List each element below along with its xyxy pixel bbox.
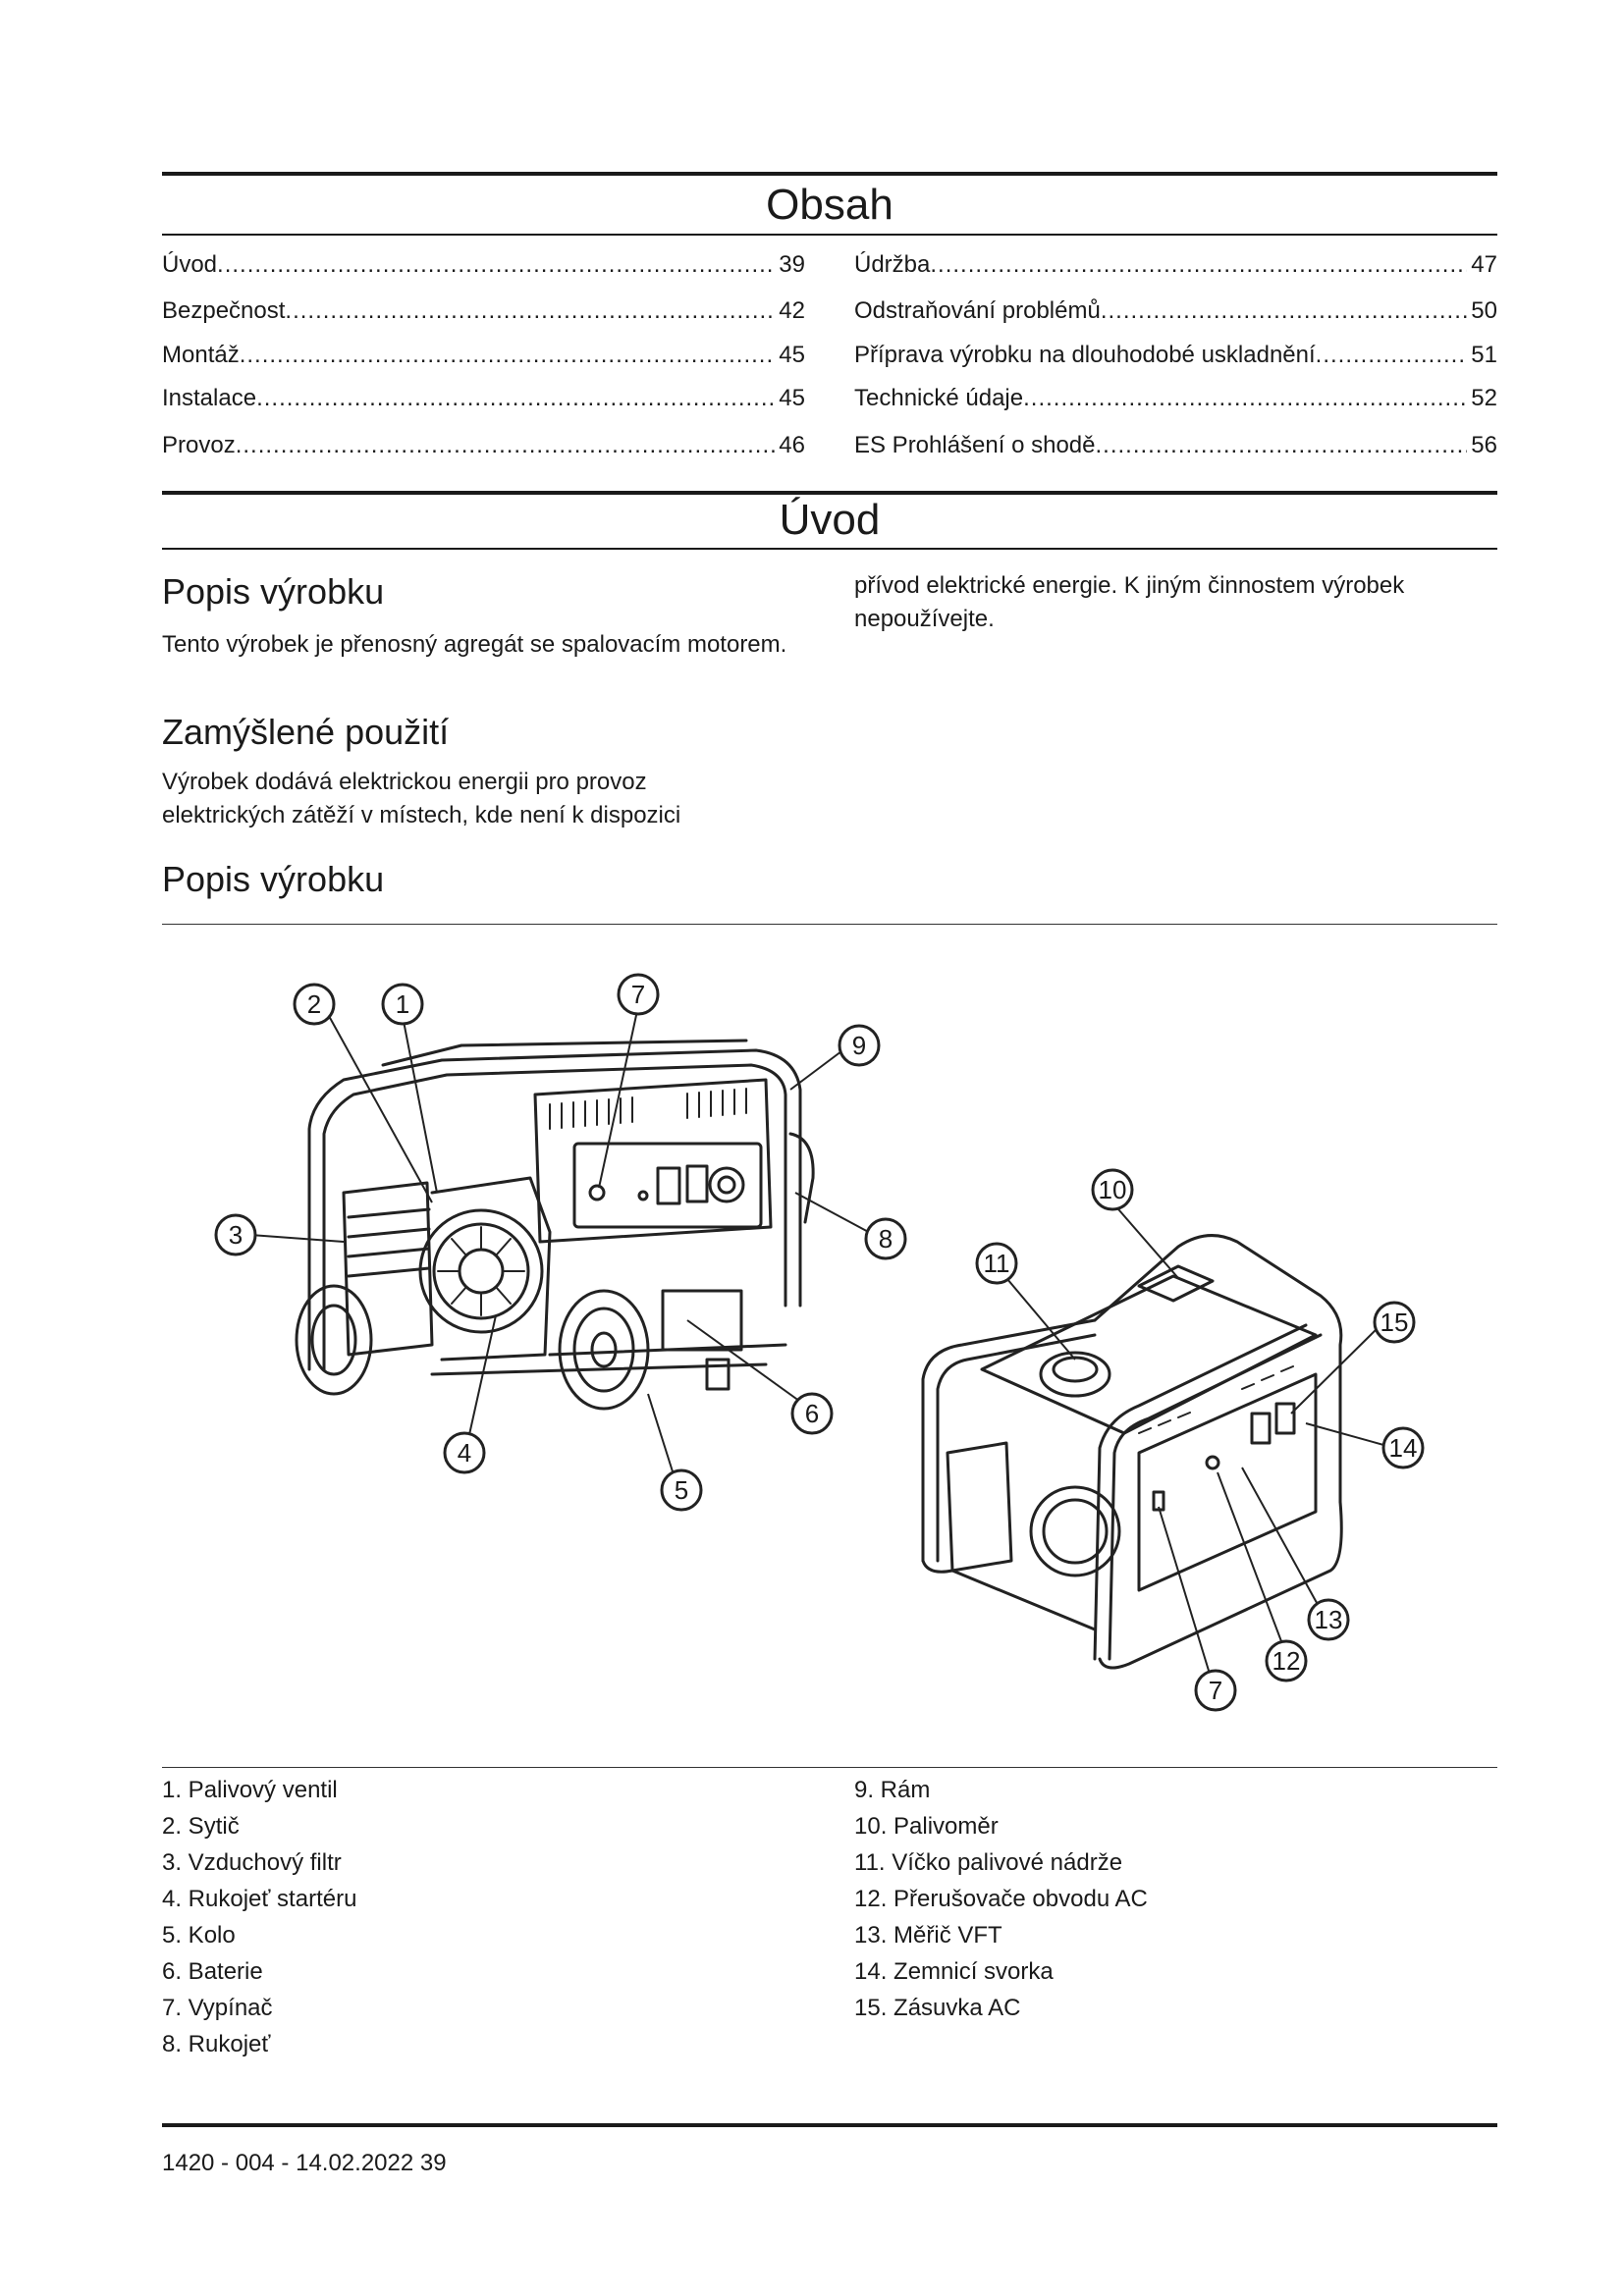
toc-entry[interactable]: Příprava výrobku na dlouhodobé uskladnění ..... 51: [854, 342, 1497, 371]
footer-rule: [162, 2123, 1497, 2127]
legend-item: 11. Víčko palivové nádrže: [854, 1849, 1123, 1876]
legend-item: 12. Přerušovače obvodu AC: [854, 1886, 1148, 1912]
right-generator-drawing: [923, 1236, 1341, 1668]
use-text-right: přívod elektrické energie. K jiným činnostem výrobek nepoužívejte.: [854, 572, 1405, 632]
diagram-heading: Popis výrobku: [162, 859, 385, 899]
legend-item: 7. Vypínač: [162, 1995, 273, 2021]
toc-entry[interactable]: Technické údaje ..... 52: [854, 385, 1497, 414]
callout-3: 3: [228, 1220, 244, 1250]
legend-item: 1. Palivový ventil: [162, 1777, 338, 1803]
use-text-left: Výrobek dodává elektrickou energii pro provoz elektrických zátěží v místech, kde není k dispozici: [162, 769, 681, 828]
callout-9: 9: [851, 1031, 867, 1060]
callout-5: 5: [674, 1475, 689, 1505]
right-callouts: [977, 1170, 1423, 1710]
toc-entry[interactable]: Bezpečnost ..... 42: [162, 297, 805, 327]
product-text: Tento výrobek je přenosný agregát se spalovacím motorem.: [162, 631, 787, 658]
callout-10: 10: [1098, 1175, 1127, 1204]
callout-14: 14: [1388, 1433, 1418, 1463]
legend-item: 8. Rukojeť: [162, 2031, 271, 2057]
product-heading: Popis výrobku: [162, 571, 385, 612]
legend-item: 10. Palivoměr: [854, 1813, 999, 1840]
callout-4: 4: [457, 1438, 472, 1468]
toc-entry[interactable]: ES Prohlášení o shodě ..... 56: [854, 432, 1497, 461]
toc-entry[interactable]: Odstraňování problémů ..... 50: [854, 297, 1497, 327]
legend-item: 14. Zemnicí svorka: [854, 1958, 1054, 1985]
callout-6: 6: [804, 1399, 820, 1428]
toc-entry[interactable]: Montáž ..... 45: [162, 342, 805, 371]
callout-2: 2: [306, 989, 322, 1019]
legend-item: 5. Kolo: [162, 1922, 236, 1949]
legend-item: 4. Rukojeť startéru: [162, 1886, 357, 1912]
callout-1: 1: [395, 989, 410, 1019]
intro-title: Úvod: [779, 496, 881, 544]
callout-13: 13: [1314, 1605, 1343, 1634]
footer-text: 1420 - 004 - 14.02.2022 39: [162, 2150, 447, 2176]
legend-item: 15. Zásuvka AC: [854, 1995, 1021, 2021]
callout-12: 12: [1272, 1646, 1301, 1676]
legend-top-rule: [162, 1767, 1497, 1768]
callout-8: 8: [878, 1224, 893, 1254]
callout-7: 7: [630, 980, 646, 1009]
toc-entry[interactable]: Úvod ..... 39: [162, 251, 805, 281]
toc-title: Obsah: [766, 181, 893, 229]
callout-11: 11: [983, 1249, 1010, 1278]
legend-item: 6. Baterie: [162, 1958, 263, 1985]
callout-7: 7: [1208, 1676, 1223, 1705]
legend-item: 13. Měřič VFT: [854, 1922, 1002, 1949]
legend-item: 3. Vzduchový filtr: [162, 1849, 342, 1876]
legend-item: 9. Rám: [854, 1777, 931, 1803]
toc-entry[interactable]: Provoz ..... 46: [162, 432, 805, 461]
toc-entry[interactable]: Instalace ..... 45: [162, 385, 805, 414]
callout-15: 15: [1380, 1308, 1409, 1337]
legend-item: 2. Sytič: [162, 1813, 240, 1840]
use-heading: Zamýšlené použití: [162, 712, 450, 752]
toc-entry[interactable]: Údržba ..... 47: [854, 251, 1497, 281]
